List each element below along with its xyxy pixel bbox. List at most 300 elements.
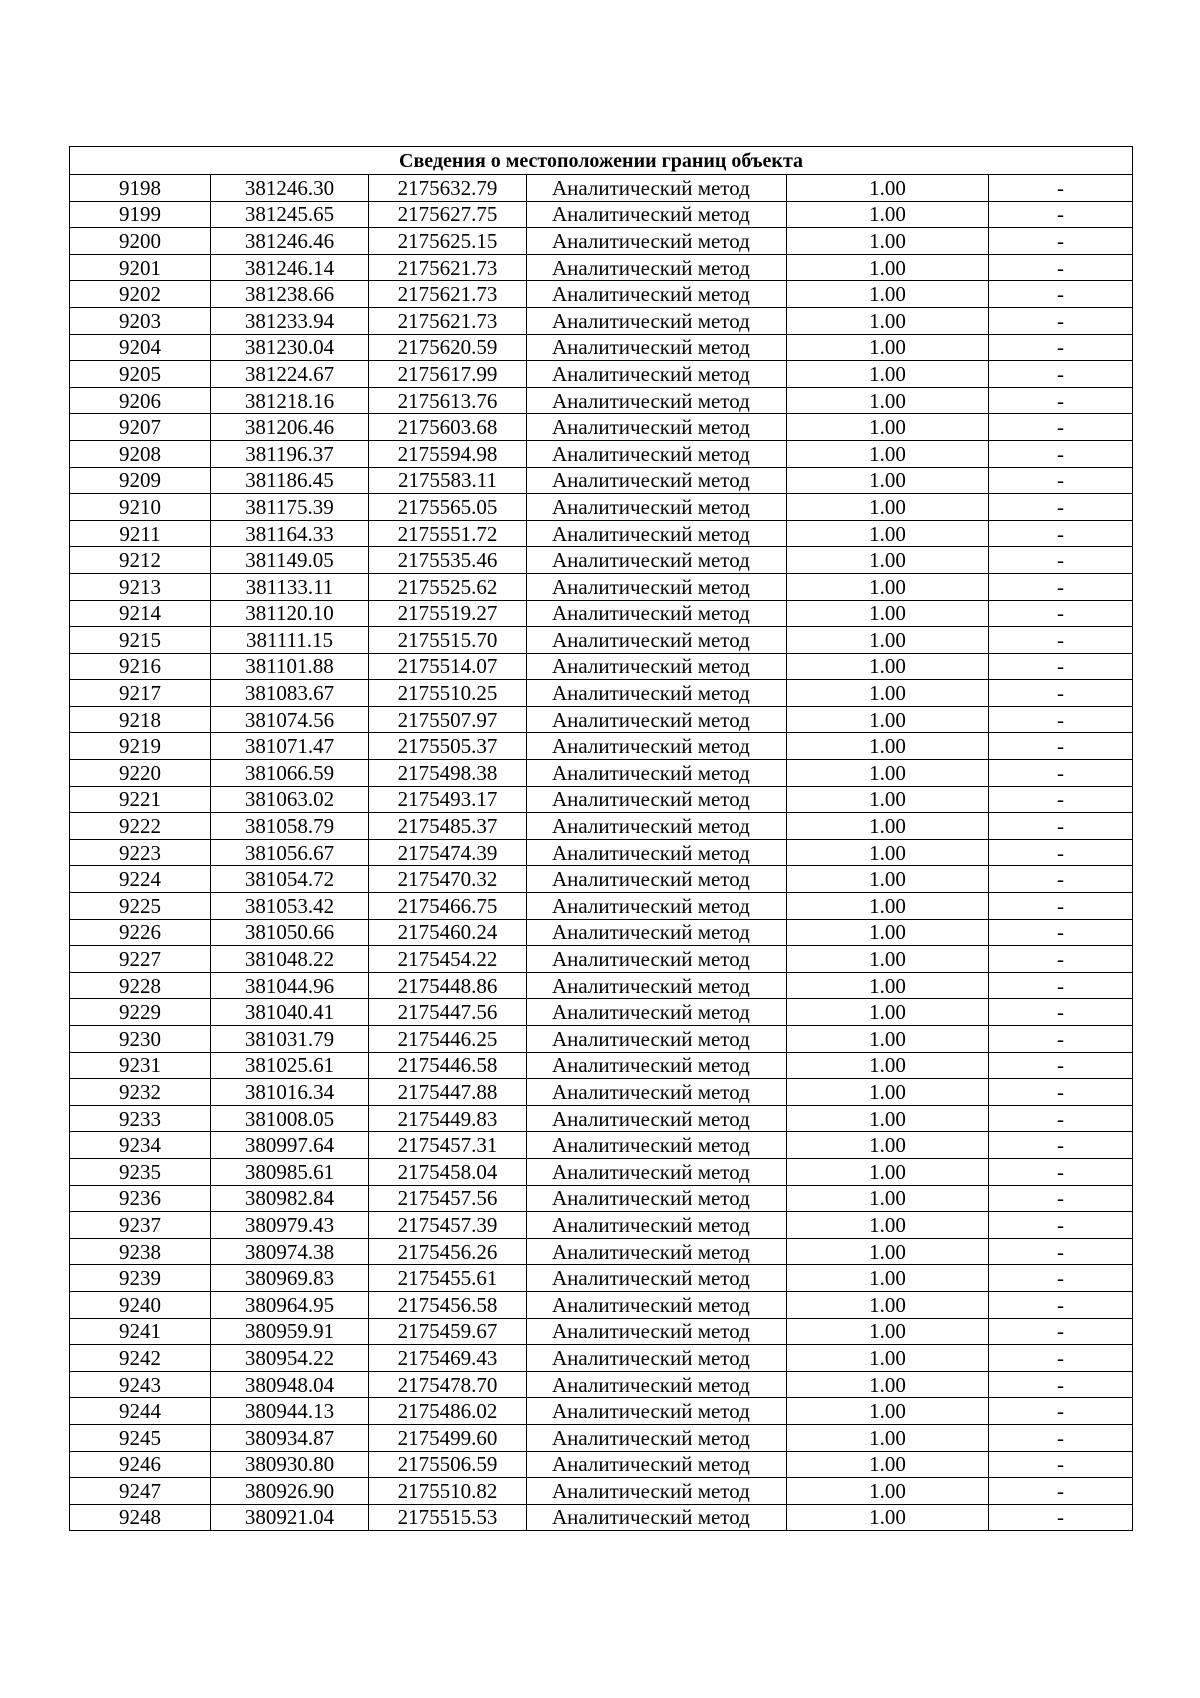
description-cell: -	[989, 1504, 1133, 1531]
point-number-cell: 9216	[70, 653, 211, 680]
point-number-cell: 9206	[70, 387, 211, 414]
x-coordinate-cell: 381083.67	[211, 680, 369, 707]
point-number-cell: 9226	[70, 919, 211, 946]
x-coordinate-cell: 381238.66	[211, 281, 369, 308]
accuracy-cell: 1.00	[787, 1504, 989, 1531]
table-row	[70, 1398, 1133, 1425]
accuracy-cell: 1.00	[787, 760, 989, 787]
method-cell: Аналитический метод	[527, 1132, 787, 1159]
table-row	[70, 919, 1133, 946]
table-row	[70, 440, 1133, 467]
point-number-cell: 9223	[70, 839, 211, 866]
table-row	[70, 866, 1133, 893]
table-row	[70, 1132, 1133, 1159]
point-number-cell: 9211	[70, 520, 211, 547]
y-coordinate-cell: 2175514.07	[369, 653, 527, 680]
point-number-cell: 9199	[70, 201, 211, 228]
x-coordinate-cell: 380926.90	[211, 1478, 369, 1505]
method-cell: Аналитический метод	[527, 1451, 787, 1478]
point-number-cell: 9198	[70, 175, 211, 202]
accuracy-cell: 1.00	[787, 334, 989, 361]
x-coordinate-cell: 381050.66	[211, 919, 369, 946]
y-coordinate-cell: 2175603.68	[369, 414, 527, 441]
point-number-cell: 9231	[70, 1052, 211, 1079]
y-coordinate-cell: 2175551.72	[369, 520, 527, 547]
table-row	[70, 1238, 1133, 1265]
y-coordinate-cell: 2175620.59	[369, 334, 527, 361]
x-coordinate-cell: 381120.10	[211, 600, 369, 627]
description-cell: -	[989, 254, 1133, 281]
x-coordinate-cell: 381025.61	[211, 1052, 369, 1079]
x-coordinate-cell: 381101.88	[211, 653, 369, 680]
description-cell: -	[989, 1265, 1133, 1292]
x-coordinate-cell: 381040.41	[211, 999, 369, 1026]
x-coordinate-cell: 380964.95	[211, 1291, 369, 1318]
point-number-cell: 9208	[70, 440, 211, 467]
table-row	[70, 1158, 1133, 1185]
description-cell: -	[989, 467, 1133, 494]
y-coordinate-cell: 2175535.46	[369, 547, 527, 574]
x-coordinate-cell: 381054.72	[211, 866, 369, 893]
point-number-cell: 9230	[70, 1026, 211, 1053]
method-cell: Аналитический метод	[527, 1158, 787, 1185]
table-row	[70, 680, 1133, 707]
x-coordinate-cell: 381149.05	[211, 547, 369, 574]
accuracy-cell: 1.00	[787, 175, 989, 202]
point-number-cell: 9219	[70, 733, 211, 760]
accuracy-cell: 1.00	[787, 387, 989, 414]
point-number-cell: 9217	[70, 680, 211, 707]
x-coordinate-cell: 381218.16	[211, 387, 369, 414]
point-number-cell: 9248	[70, 1504, 211, 1531]
table-body	[70, 175, 1133, 1531]
method-cell: Аналитический метод	[527, 600, 787, 627]
accuracy-cell: 1.00	[787, 1291, 989, 1318]
description-cell: -	[989, 1398, 1133, 1425]
table-row	[70, 1478, 1133, 1505]
table-row	[70, 307, 1133, 334]
table-row	[70, 254, 1133, 281]
description-cell: -	[989, 440, 1133, 467]
point-number-cell: 9201	[70, 254, 211, 281]
method-cell: Аналитический метод	[527, 706, 787, 733]
method-cell: Аналитический метод	[527, 1318, 787, 1345]
method-cell: Аналитический метод	[527, 520, 787, 547]
method-cell: Аналитический метод	[527, 281, 787, 308]
x-coordinate-cell: 381186.45	[211, 467, 369, 494]
method-cell: Аналитический метод	[527, 201, 787, 228]
y-coordinate-cell: 2175565.05	[369, 494, 527, 521]
description-cell: -	[989, 600, 1133, 627]
x-coordinate-cell: 381233.94	[211, 307, 369, 334]
accuracy-cell: 1.00	[787, 573, 989, 600]
y-coordinate-cell: 2175613.76	[369, 387, 527, 414]
description-cell: -	[989, 175, 1133, 202]
table-row	[70, 999, 1133, 1026]
method-cell: Аналитический метод	[527, 1026, 787, 1053]
method-cell: Аналитический метод	[527, 1265, 787, 1292]
point-number-cell: 9241	[70, 1318, 211, 1345]
accuracy-cell: 1.00	[787, 1424, 989, 1451]
point-number-cell: 9214	[70, 600, 211, 627]
table-title: Сведения о местоположении границ объекта	[70, 147, 1133, 175]
description-cell: -	[989, 1424, 1133, 1451]
y-coordinate-cell: 2175498.38	[369, 760, 527, 787]
accuracy-cell: 1.00	[787, 1238, 989, 1265]
x-coordinate-cell: 380969.83	[211, 1265, 369, 1292]
description-cell: -	[989, 627, 1133, 654]
y-coordinate-cell: 2175507.97	[369, 706, 527, 733]
accuracy-cell: 1.00	[787, 813, 989, 840]
description-cell: -	[989, 1212, 1133, 1239]
description-cell: -	[989, 1238, 1133, 1265]
y-coordinate-cell: 2175457.39	[369, 1212, 527, 1239]
accuracy-cell: 1.00	[787, 1212, 989, 1239]
description-cell: -	[989, 228, 1133, 255]
table-row	[70, 334, 1133, 361]
table-row	[70, 1504, 1133, 1531]
accuracy-cell: 1.00	[787, 1132, 989, 1159]
point-number-cell: 9234	[70, 1132, 211, 1159]
method-cell: Аналитический метод	[527, 972, 787, 999]
y-coordinate-cell: 2175466.75	[369, 893, 527, 920]
accuracy-cell: 1.00	[787, 653, 989, 680]
table-row	[70, 1105, 1133, 1132]
y-coordinate-cell: 2175448.86	[369, 972, 527, 999]
point-number-cell: 9227	[70, 946, 211, 973]
x-coordinate-cell: 381206.46	[211, 414, 369, 441]
accuracy-cell: 1.00	[787, 467, 989, 494]
y-coordinate-cell: 2175519.27	[369, 600, 527, 627]
table-row	[70, 361, 1133, 388]
point-number-cell: 9225	[70, 893, 211, 920]
x-coordinate-cell: 381071.47	[211, 733, 369, 760]
table-row	[70, 946, 1133, 973]
point-number-cell: 9203	[70, 307, 211, 334]
x-coordinate-cell: 381133.11	[211, 573, 369, 600]
accuracy-cell: 1.00	[787, 600, 989, 627]
table-row	[70, 467, 1133, 494]
description-cell: -	[989, 999, 1133, 1026]
y-coordinate-cell: 2175460.24	[369, 919, 527, 946]
method-cell: Аналитический метод	[527, 1212, 787, 1239]
description-cell: -	[989, 680, 1133, 707]
accuracy-cell: 1.00	[787, 999, 989, 1026]
x-coordinate-cell: 381246.14	[211, 254, 369, 281]
boundary-coordinates-table	[69, 146, 1133, 1531]
table-row	[70, 494, 1133, 521]
table-row	[70, 201, 1133, 228]
accuracy-cell: 1.00	[787, 547, 989, 574]
description-cell: -	[989, 573, 1133, 600]
y-coordinate-cell: 2175458.04	[369, 1158, 527, 1185]
method-cell: Аналитический метод	[527, 1478, 787, 1505]
description-cell: -	[989, 1371, 1133, 1398]
accuracy-cell: 1.00	[787, 281, 989, 308]
description-cell: -	[989, 414, 1133, 441]
accuracy-cell: 1.00	[787, 307, 989, 334]
x-coordinate-cell: 380979.43	[211, 1212, 369, 1239]
method-cell: Аналитический метод	[527, 387, 787, 414]
method-cell: Аналитический метод	[527, 919, 787, 946]
x-coordinate-cell: 381230.04	[211, 334, 369, 361]
method-cell: Аналитический метод	[527, 786, 787, 813]
description-cell: -	[989, 334, 1133, 361]
method-cell: Аналитический метод	[527, 1424, 787, 1451]
point-number-cell: 9240	[70, 1291, 211, 1318]
x-coordinate-cell: 380959.91	[211, 1318, 369, 1345]
method-cell: Аналитический метод	[527, 653, 787, 680]
description-cell: -	[989, 1158, 1133, 1185]
x-coordinate-cell: 381245.65	[211, 201, 369, 228]
method-cell: Аналитический метод	[527, 813, 787, 840]
accuracy-cell: 1.00	[787, 1345, 989, 1372]
table-row	[70, 281, 1133, 308]
y-coordinate-cell: 2175594.98	[369, 440, 527, 467]
x-coordinate-cell: 381196.37	[211, 440, 369, 467]
accuracy-cell: 1.00	[787, 893, 989, 920]
method-cell: Аналитический метод	[527, 680, 787, 707]
accuracy-cell: 1.00	[787, 414, 989, 441]
method-cell: Аналитический метод	[527, 228, 787, 255]
method-cell: Аналитический метод	[527, 547, 787, 574]
method-cell: Аналитический метод	[527, 1079, 787, 1106]
x-coordinate-cell: 381053.42	[211, 893, 369, 920]
accuracy-cell: 1.00	[787, 1451, 989, 1478]
method-cell: Аналитический метод	[527, 760, 787, 787]
point-number-cell: 9233	[70, 1105, 211, 1132]
method-cell: Аналитический метод	[527, 307, 787, 334]
point-number-cell: 9221	[70, 786, 211, 813]
y-coordinate-cell: 2175454.22	[369, 946, 527, 973]
x-coordinate-cell: 381044.96	[211, 972, 369, 999]
method-cell: Аналитический метод	[527, 1291, 787, 1318]
accuracy-cell: 1.00	[787, 1026, 989, 1053]
description-cell: -	[989, 520, 1133, 547]
description-cell: -	[989, 653, 1133, 680]
method-cell: Аналитический метод	[527, 440, 787, 467]
x-coordinate-cell: 380921.04	[211, 1504, 369, 1531]
point-number-cell: 9238	[70, 1238, 211, 1265]
method-cell: Аналитический метод	[527, 1504, 787, 1531]
x-coordinate-cell: 381016.34	[211, 1079, 369, 1106]
table-row	[70, 1318, 1133, 1345]
description-cell: -	[989, 946, 1133, 973]
x-coordinate-cell: 380948.04	[211, 1371, 369, 1398]
point-number-cell: 9229	[70, 999, 211, 1026]
description-cell: -	[989, 547, 1133, 574]
accuracy-cell: 1.00	[787, 1158, 989, 1185]
table-row	[70, 653, 1133, 680]
accuracy-cell: 1.00	[787, 254, 989, 281]
accuracy-cell: 1.00	[787, 680, 989, 707]
table-row	[70, 813, 1133, 840]
table-row	[70, 175, 1133, 202]
description-cell: -	[989, 760, 1133, 787]
accuracy-cell: 1.00	[787, 919, 989, 946]
point-number-cell: 9242	[70, 1345, 211, 1372]
accuracy-cell: 1.00	[787, 520, 989, 547]
y-coordinate-cell: 2175485.37	[369, 813, 527, 840]
accuracy-cell: 1.00	[787, 1318, 989, 1345]
accuracy-cell: 1.00	[787, 1105, 989, 1132]
table-row	[70, 1265, 1133, 1292]
y-coordinate-cell: 2175632.79	[369, 175, 527, 202]
x-coordinate-cell: 380944.13	[211, 1398, 369, 1425]
y-coordinate-cell: 2175447.56	[369, 999, 527, 1026]
x-coordinate-cell: 381164.33	[211, 520, 369, 547]
point-number-cell: 9207	[70, 414, 211, 441]
accuracy-cell: 1.00	[787, 1265, 989, 1292]
x-coordinate-cell: 381066.59	[211, 760, 369, 787]
point-number-cell: 9243	[70, 1371, 211, 1398]
table-row	[70, 1052, 1133, 1079]
point-number-cell: 9224	[70, 866, 211, 893]
y-coordinate-cell: 2175525.62	[369, 573, 527, 600]
table-row	[70, 1451, 1133, 1478]
accuracy-cell: 1.00	[787, 1052, 989, 1079]
x-coordinate-cell: 381048.22	[211, 946, 369, 973]
accuracy-cell: 1.00	[787, 440, 989, 467]
method-cell: Аналитический метод	[527, 1398, 787, 1425]
point-number-cell: 9218	[70, 706, 211, 733]
accuracy-cell: 1.00	[787, 866, 989, 893]
description-cell: -	[989, 813, 1133, 840]
y-coordinate-cell: 2175506.59	[369, 1451, 527, 1478]
y-coordinate-cell: 2175627.75	[369, 201, 527, 228]
accuracy-cell: 1.00	[787, 1478, 989, 1505]
y-coordinate-cell: 2175456.26	[369, 1238, 527, 1265]
method-cell: Аналитический метод	[527, 175, 787, 202]
y-coordinate-cell: 2175474.39	[369, 839, 527, 866]
table-row	[70, 1212, 1133, 1239]
x-coordinate-cell: 380982.84	[211, 1185, 369, 1212]
method-cell: Аналитический метод	[527, 254, 787, 281]
method-cell: Аналитический метод	[527, 866, 787, 893]
method-cell: Аналитический метод	[527, 573, 787, 600]
table-row	[70, 706, 1133, 733]
point-number-cell: 9245	[70, 1424, 211, 1451]
accuracy-cell: 1.00	[787, 494, 989, 521]
point-number-cell: 9247	[70, 1478, 211, 1505]
description-cell: -	[989, 1052, 1133, 1079]
point-number-cell: 9209	[70, 467, 211, 494]
description-cell: -	[989, 1291, 1133, 1318]
y-coordinate-cell: 2175505.37	[369, 733, 527, 760]
table-row	[70, 760, 1133, 787]
table-row	[70, 1185, 1133, 1212]
description-cell: -	[989, 893, 1133, 920]
table-row	[70, 1291, 1133, 1318]
method-cell: Аналитический метод	[527, 946, 787, 973]
x-coordinate-cell: 381074.56	[211, 706, 369, 733]
accuracy-cell: 1.00	[787, 706, 989, 733]
accuracy-cell: 1.00	[787, 361, 989, 388]
method-cell: Аналитический метод	[527, 361, 787, 388]
y-coordinate-cell: 2175456.58	[369, 1291, 527, 1318]
y-coordinate-cell: 2175583.11	[369, 467, 527, 494]
point-number-cell: 9246	[70, 1451, 211, 1478]
table-row	[70, 573, 1133, 600]
description-cell: -	[989, 387, 1133, 414]
accuracy-cell: 1.00	[787, 1371, 989, 1398]
description-cell: -	[989, 1478, 1133, 1505]
accuracy-cell: 1.00	[787, 1398, 989, 1425]
point-number-cell: 9212	[70, 547, 211, 574]
point-number-cell: 9222	[70, 813, 211, 840]
table-row	[70, 1345, 1133, 1372]
point-number-cell: 9213	[70, 573, 211, 600]
y-coordinate-cell: 2175457.56	[369, 1185, 527, 1212]
x-coordinate-cell: 381063.02	[211, 786, 369, 813]
table-row	[70, 414, 1133, 441]
y-coordinate-cell: 2175469.43	[369, 1345, 527, 1372]
y-coordinate-cell: 2175617.99	[369, 361, 527, 388]
x-coordinate-cell: 381111.15	[211, 627, 369, 654]
point-number-cell: 9210	[70, 494, 211, 521]
y-coordinate-cell: 2175449.83	[369, 1105, 527, 1132]
method-cell: Аналитический метод	[527, 1105, 787, 1132]
accuracy-cell: 1.00	[787, 839, 989, 866]
y-coordinate-cell: 2175493.17	[369, 786, 527, 813]
point-number-cell: 9200	[70, 228, 211, 255]
description-cell: -	[989, 1079, 1133, 1106]
point-number-cell: 9236	[70, 1185, 211, 1212]
method-cell: Аналитический метод	[527, 893, 787, 920]
description-cell: -	[989, 281, 1133, 308]
accuracy-cell: 1.00	[787, 733, 989, 760]
x-coordinate-cell: 380934.87	[211, 1424, 369, 1451]
method-cell: Аналитический метод	[527, 334, 787, 361]
method-cell: Аналитический метод	[527, 467, 787, 494]
description-cell: -	[989, 866, 1133, 893]
accuracy-cell: 1.00	[787, 786, 989, 813]
method-cell: Аналитический метод	[527, 1238, 787, 1265]
y-coordinate-cell: 2175515.53	[369, 1504, 527, 1531]
method-cell: Аналитический метод	[527, 733, 787, 760]
point-number-cell: 9215	[70, 627, 211, 654]
description-cell: -	[989, 733, 1133, 760]
y-coordinate-cell: 2175478.70	[369, 1371, 527, 1398]
y-coordinate-cell: 2175486.02	[369, 1398, 527, 1425]
description-cell: -	[989, 839, 1133, 866]
x-coordinate-cell: 381224.67	[211, 361, 369, 388]
point-number-cell: 9220	[70, 760, 211, 787]
table-row	[70, 228, 1133, 255]
table-row	[70, 972, 1133, 999]
table-row	[70, 893, 1133, 920]
x-coordinate-cell: 380930.80	[211, 1451, 369, 1478]
y-coordinate-cell: 2175457.31	[369, 1132, 527, 1159]
table-title-row	[70, 147, 1133, 175]
description-cell: -	[989, 361, 1133, 388]
y-coordinate-cell: 2175621.73	[369, 307, 527, 334]
table-row	[70, 1026, 1133, 1053]
description-cell: -	[989, 706, 1133, 733]
description-cell: -	[989, 494, 1133, 521]
table-row	[70, 733, 1133, 760]
x-coordinate-cell: 381175.39	[211, 494, 369, 521]
method-cell: Аналитический метод	[527, 1371, 787, 1398]
table-row	[70, 627, 1133, 654]
point-number-cell: 9204	[70, 334, 211, 361]
method-cell: Аналитический метод	[527, 1052, 787, 1079]
table-row	[70, 547, 1133, 574]
accuracy-cell: 1.00	[787, 228, 989, 255]
point-number-cell: 9202	[70, 281, 211, 308]
point-number-cell: 9239	[70, 1265, 211, 1292]
x-coordinate-cell: 380954.22	[211, 1345, 369, 1372]
